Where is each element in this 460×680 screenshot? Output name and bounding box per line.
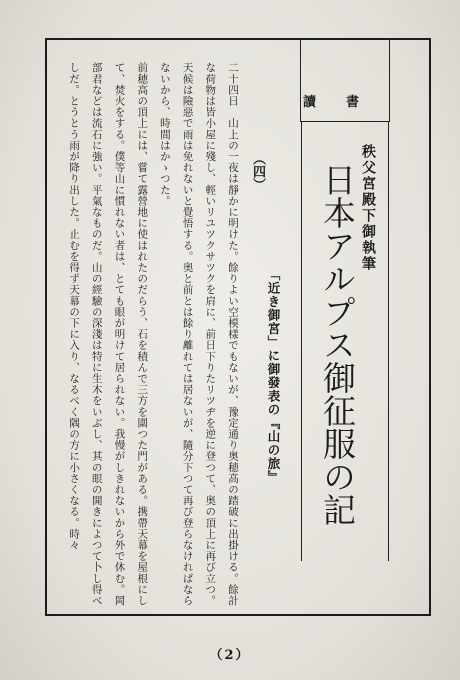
article-title: 日本アルプス御征服の記: [318, 163, 357, 526]
page-number: （2）: [209, 648, 251, 663]
body-paragraph: 前穂高の頂上には、嘗て露營地に使はれたのだらう、石を積んで三方を圍つた門がある。携帶天幕を屋根にして、焚火をする。僕等山に慣れない者は、とても眼が明けて居られない。我慢がしきれないから外で休む。岡部君などは流石に強い。平氣なものだ。山の經驗の深淺は特に生木をいぶし、其の眼の開きによつて卜し得べしだ。とうとう雨が降り出した。止むを得ず天幕の下に入り、なるべく隅の方に小さくなる。時々: [68, 62, 149, 606]
section-number: （四）: [250, 152, 265, 191]
body-paragraph: 二十四日 山上の一夜は靜かに明けた。餘りよい空模樣でもないが、豫定通り奥穂高の踏破に出掛ける。餘計な荷物は皆小屋に殘し、輕いリユツクサツクを肩に、前日下りたリツヂを逆に登つて、奥の頂上に再び立つ。天候は險惡で雨は免れないと覺悟する。奥と前とは餘り離れては居ないが、隨分下つて再び登らなければならないから、時間はかゝつた。: [158, 62, 239, 606]
article-body: [56, 62, 244, 616]
category-label: 讀書: [303, 95, 390, 110]
article-subtitle: 「近き御宮」に御發表の『山の旅』: [266, 268, 281, 484]
author-line: 秩父宮殿下御執筆: [360, 144, 376, 272]
